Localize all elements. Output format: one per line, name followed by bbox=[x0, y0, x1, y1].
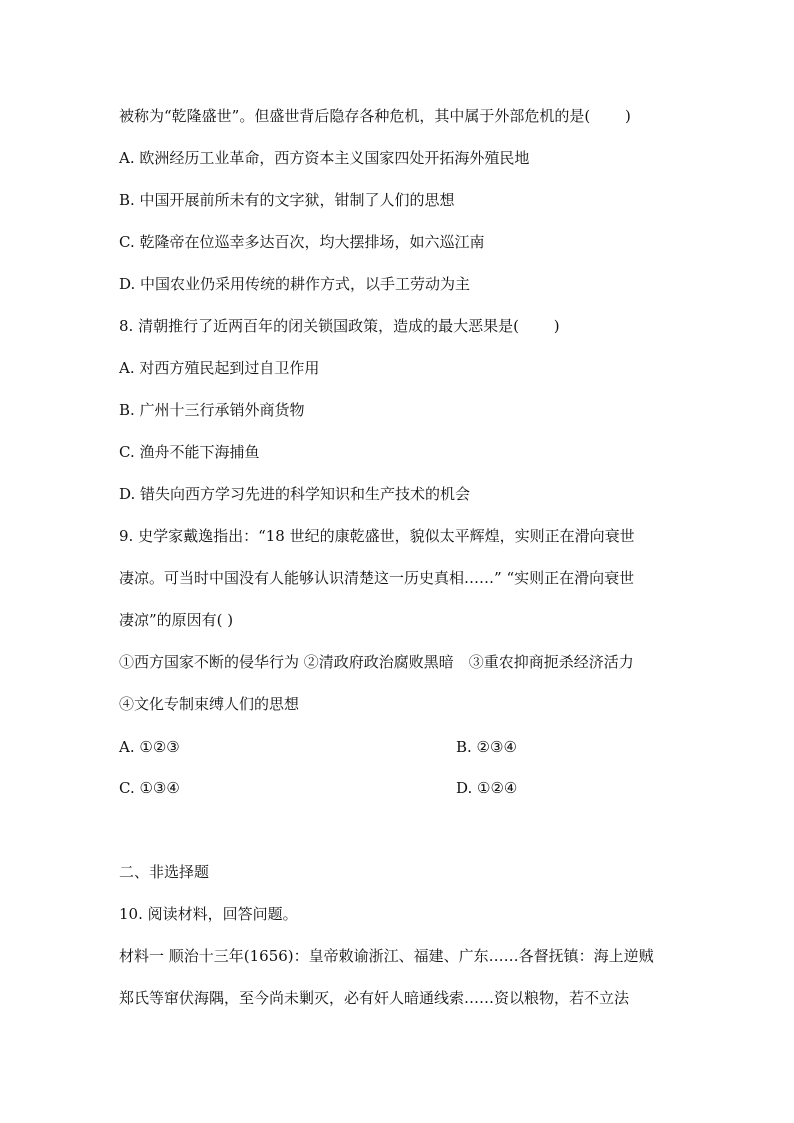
q7-option-a: A. 欧洲经历工业革命，西方资本主义国家四处开拓海外殖民地 bbox=[119, 149, 530, 167]
q9-option-b: B. ②③④ bbox=[456, 738, 517, 756]
q9-items-line-1: ①西方国家不断的侵华行为 ②清政府政治腐败黑暗 ③重农抑商扼杀经济活力 bbox=[119, 653, 634, 671]
q9-option-d: D. ①②④ bbox=[456, 779, 518, 797]
q8-option-c: C. 渔舟不能下海捕鱼 bbox=[119, 443, 260, 461]
q8-option-a: A. 对西方殖民起到过自卫作用 bbox=[119, 359, 320, 377]
q8-option-d: D. 错失向西方学习先进的科学知识和生产技术的机会 bbox=[119, 485, 471, 503]
section-heading: 二、非选择题 bbox=[119, 863, 210, 881]
q9-options-row-1 bbox=[119, 736, 517, 758]
q8-stem: 8. 清朝推行了近两百年的闭关锁国政策，造成的最大恶果是( ) bbox=[119, 317, 560, 335]
q9-stem-line-3: 凄凉”的原因有( ) bbox=[119, 611, 234, 629]
q10-material-line-2: 郑氏等窜伏海隅，至今尚未剿灭，必有奸人暗通线索……资以粮物，若不立法 bbox=[119, 989, 630, 1007]
q7-option-d: D. 中国农业仍采用传统的耕作方式，以手工劳动为主 bbox=[119, 275, 471, 293]
q10-material-line-1: 材料一 顺治十三年(1656)：皇帝敕谕浙江、福建、广东……各督抚镇：海上逆贼 bbox=[119, 947, 654, 965]
q9-option-c: C. ①③④ bbox=[119, 779, 180, 797]
q7-option-c: C. 乾隆帝在位巡幸多达百次，均大摆排场，如六巡江南 bbox=[119, 233, 485, 251]
q9-stem-line-2: 凄凉。可当时中国没有人能够认识清楚这一历史真相……” “实则正在滑向衰世 bbox=[119, 569, 635, 587]
q7-stem-continuation: 被称为“乾隆盛世”。但盛世背后隐存各种危机，其中属于外部危机的是( ) bbox=[119, 107, 631, 125]
q7-option-b: B. 中国开展前所未有的文字狱，钳制了人们的思想 bbox=[119, 191, 455, 209]
q9-stem-line-1: 9. 史学家戴逸指出：“18 世纪的康乾盛世，貌似太平辉煌，实则正在滑向衰世 bbox=[119, 527, 635, 545]
q10-stem: 10. 阅读材料，回答问题。 bbox=[119, 905, 298, 923]
q9-option-a: A. ①②③ bbox=[119, 738, 180, 756]
q8-option-b: B. 广州十三行承销外商货物 bbox=[119, 401, 305, 419]
q9-items-line-2: ④文化专制束缚人们的思想 bbox=[119, 695, 300, 713]
q9-options-row-2 bbox=[119, 777, 518, 799]
